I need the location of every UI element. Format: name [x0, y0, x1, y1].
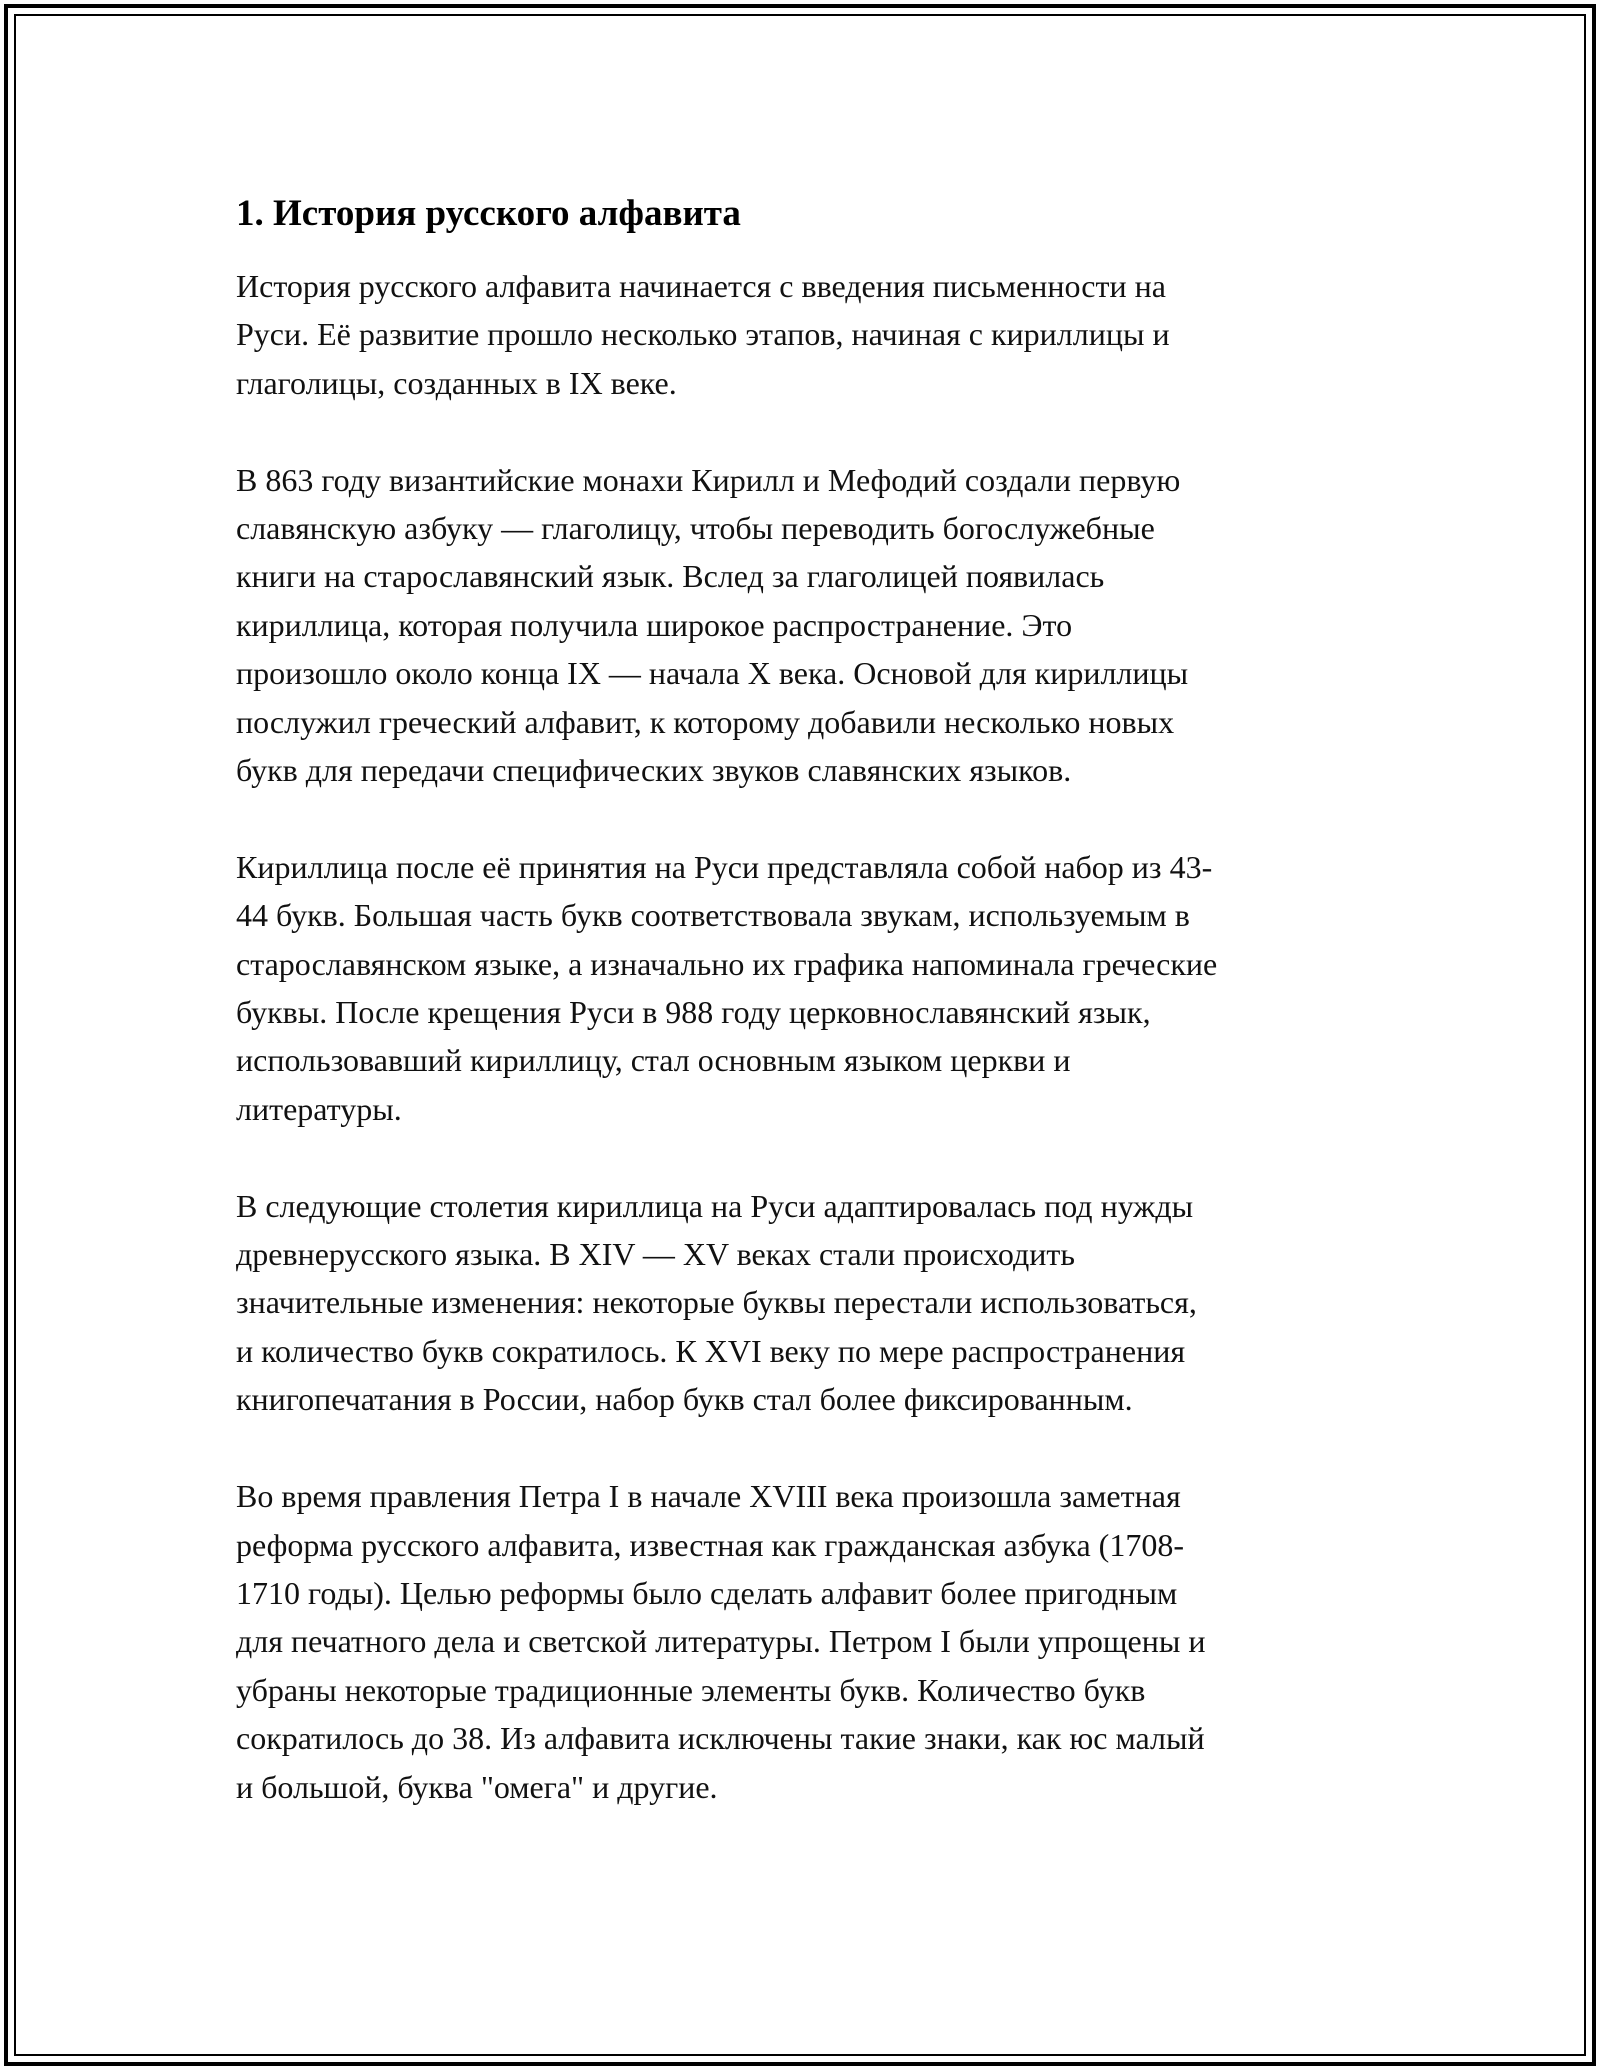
paragraph-5: Во время правления Петра I в начале XVIII века произошла заметная реформа русского алфавита, известная как гражданская азбука (1708- 1710 годы). Целью реформы было сделать алфавит более пригодным для печатного дела и светской литературы. Петром I были упрощены и убраны некоторые традиционные элементы букв. Количество букв сократилось до 38. Из алфавита исключены такие знаки, как юс малый и большой, буква "омега" и другие. — [236, 1478, 1206, 1805]
document-body — [236, 186, 1376, 1859]
paragraph-3: Кириллица после её принятия на Руси представляла собой набор из 43- 44 букв. Большая часть букв соответствовала звукам, используемым в старославянском языке, а изначально их графика напоминала греческие буквы. После крещения Руси в 988 году церковнославянский язык, использовавший кириллицу, стал основным языком церкви и литературы. — [236, 848, 1218, 1127]
paragraph-4: В следующие столетия кириллица на Руси адаптировалась под нужды древнерусского языка. В XIV — XV веках стали происходить значительные изменения: некоторые буквы перестали использоваться, и количество букв сократилось. К XVI веку по мере распространения книгопечатания в России, набор букв стал более фиксированным. — [236, 1187, 1197, 1418]
section-title: 1. История русского алфавита — [236, 193, 741, 234]
paragraph-2: В 863 году византийские монахи Кирилл и Мефодий создали первую славянскую азбуку — глаголицу, чтобы переводить богослужебные книги на старославянский язык. Вслед за глаголицей появилась кириллица, которая получила широкое распространение. Это произошло около конца IX — начала X века. Основой для кириллицы послужил греческий алфавит, к которому добавили несколько новых букв для передачи специфических звуков славянских языков. — [236, 461, 1189, 789]
paragraph-1: История русского алфавита начинается с введения письменности на Руси. Её развитие прошло несколько этапов, начиная с кириллицы и глаголицы, созданных в IX веке. — [236, 268, 1170, 401]
